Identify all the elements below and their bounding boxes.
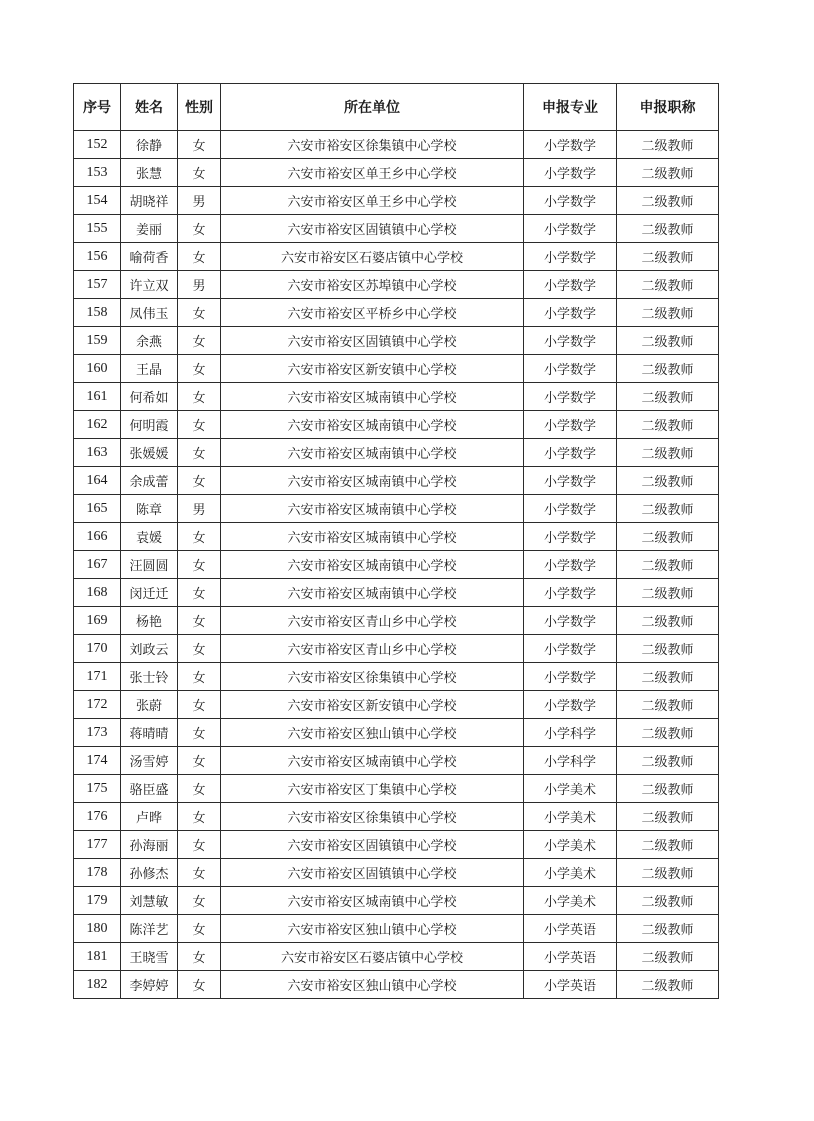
table-row (74, 159, 719, 187)
cell-unit: 六安市裕安区徐集镇中心学校 (221, 803, 524, 831)
cell-sex: 女 (178, 747, 221, 775)
cell-name: 凤伟玉 (121, 299, 178, 327)
cell-name: 张蔚 (121, 691, 178, 719)
cell-name: 李婷婷 (121, 971, 178, 999)
cell-unit: 六安市裕安区徐集镇中心学校 (221, 663, 524, 691)
table-row (74, 299, 719, 327)
table-row (74, 691, 719, 719)
header-sex: 性别 (178, 84, 221, 131)
cell-major: 小学数学 (524, 411, 617, 439)
cell-sex: 女 (178, 411, 221, 439)
cell-unit: 六安市裕安区石婆店镇中心学校 (221, 943, 524, 971)
cell-major: 小学英语 (524, 915, 617, 943)
cell-unit: 六安市裕安区固镇镇中心学校 (221, 327, 524, 355)
cell-name: 张慧 (121, 159, 178, 187)
cell-no: 152 (74, 131, 121, 159)
cell-no: 182 (74, 971, 121, 999)
cell-unit: 六安市裕安区单王乡中心学校 (221, 187, 524, 215)
cell-unit: 六安市裕安区城南镇中心学校 (221, 887, 524, 915)
cell-title: 二级教师 (617, 243, 719, 271)
cell-name: 刘政云 (121, 635, 178, 663)
cell-unit: 六安市裕安区城南镇中心学校 (221, 383, 524, 411)
cell-sex: 女 (178, 943, 221, 971)
cell-unit: 六安市裕安区固镇镇中心学校 (221, 859, 524, 887)
table-row (74, 215, 719, 243)
cell-sex: 女 (178, 579, 221, 607)
cell-title: 二级教师 (617, 747, 719, 775)
cell-unit: 六安市裕安区青山乡中心学校 (221, 607, 524, 635)
cell-title: 二级教师 (617, 523, 719, 551)
cell-title: 二级教师 (617, 607, 719, 635)
table-row (74, 383, 719, 411)
cell-no: 169 (74, 607, 121, 635)
cell-title: 二级教师 (617, 215, 719, 243)
cell-sex: 女 (178, 243, 221, 271)
cell-sex: 女 (178, 551, 221, 579)
cell-major: 小学数学 (524, 523, 617, 551)
cell-title: 二级教师 (617, 971, 719, 999)
cell-title: 二级教师 (617, 439, 719, 467)
cell-unit: 六安市裕安区丁集镇中心学校 (221, 775, 524, 803)
cell-unit: 六安市裕安区城南镇中心学校 (221, 579, 524, 607)
cell-name: 闵迁迁 (121, 579, 178, 607)
cell-title: 二级教师 (617, 691, 719, 719)
cell-major: 小学数学 (524, 663, 617, 691)
cell-title: 二级教师 (617, 635, 719, 663)
cell-sex: 女 (178, 607, 221, 635)
cell-unit: 六安市裕安区城南镇中心学校 (221, 551, 524, 579)
cell-sex: 女 (178, 915, 221, 943)
cell-major: 小学数学 (524, 467, 617, 495)
cell-major: 小学数学 (524, 495, 617, 523)
cell-name: 袁媛 (121, 523, 178, 551)
cell-unit: 六安市裕安区徐集镇中心学校 (221, 131, 524, 159)
cell-name: 汤雪婷 (121, 747, 178, 775)
cell-title: 二级教师 (617, 355, 719, 383)
cell-title: 二级教师 (617, 663, 719, 691)
table-row (74, 467, 719, 495)
cell-major: 小学美术 (524, 775, 617, 803)
cell-no: 175 (74, 775, 121, 803)
cell-unit: 六安市裕安区新安镇中心学校 (221, 355, 524, 383)
cell-sex: 女 (178, 523, 221, 551)
cell-no: 167 (74, 551, 121, 579)
cell-no: 165 (74, 495, 121, 523)
cell-unit: 六安市裕安区城南镇中心学校 (221, 439, 524, 467)
cell-sex: 女 (178, 663, 221, 691)
cell-major: 小学数学 (524, 243, 617, 271)
cell-unit: 六安市裕安区苏埠镇中心学校 (221, 271, 524, 299)
cell-major: 小学数学 (524, 131, 617, 159)
cell-no: 177 (74, 831, 121, 859)
cell-sex: 女 (178, 467, 221, 495)
table-row (74, 355, 719, 383)
cell-title: 二级教师 (617, 859, 719, 887)
cell-sex: 女 (178, 719, 221, 747)
cell-name: 喻荷香 (121, 243, 178, 271)
cell-major: 小学数学 (524, 327, 617, 355)
cell-no: 181 (74, 943, 121, 971)
cell-no: 163 (74, 439, 121, 467)
cell-name: 陈章 (121, 495, 178, 523)
cell-sex: 女 (178, 859, 221, 887)
table-row (74, 663, 719, 691)
cell-title: 二级教师 (617, 495, 719, 523)
cell-no: 170 (74, 635, 121, 663)
table-row (74, 915, 719, 943)
table-row (74, 411, 719, 439)
cell-no: 168 (74, 579, 121, 607)
cell-major: 小学美术 (524, 859, 617, 887)
cell-sex: 女 (178, 383, 221, 411)
cell-unit: 六安市裕安区固镇镇中心学校 (221, 831, 524, 859)
cell-sex: 女 (178, 159, 221, 187)
cell-major: 小学数学 (524, 579, 617, 607)
cell-name: 蒋晴晴 (121, 719, 178, 747)
table-row (74, 859, 719, 887)
cell-name: 何希如 (121, 383, 178, 411)
cell-major: 小学英语 (524, 943, 617, 971)
cell-name: 徐静 (121, 131, 178, 159)
cell-major: 小学科学 (524, 747, 617, 775)
table-row (74, 495, 719, 523)
cell-unit: 六安市裕安区城南镇中心学校 (221, 495, 524, 523)
cell-no: 161 (74, 383, 121, 411)
cell-major: 小学美术 (524, 887, 617, 915)
teacher-list-table (73, 83, 719, 999)
cell-sex: 男 (178, 187, 221, 215)
cell-no: 176 (74, 803, 121, 831)
cell-name: 余燕 (121, 327, 178, 355)
header-unit: 所在单位 (221, 84, 524, 131)
cell-no: 178 (74, 859, 121, 887)
cell-sex: 女 (178, 971, 221, 999)
cell-sex: 女 (178, 803, 221, 831)
cell-unit: 六安市裕安区城南镇中心学校 (221, 467, 524, 495)
cell-title: 二级教师 (617, 551, 719, 579)
cell-sex: 女 (178, 215, 221, 243)
cell-no: 162 (74, 411, 121, 439)
cell-title: 二级教师 (617, 915, 719, 943)
table-row (74, 887, 719, 915)
table-body (74, 131, 719, 999)
table-row (74, 327, 719, 355)
cell-no: 156 (74, 243, 121, 271)
cell-no: 179 (74, 887, 121, 915)
cell-name: 姜丽 (121, 215, 178, 243)
cell-name: 王晶 (121, 355, 178, 383)
cell-title: 二级教师 (617, 187, 719, 215)
table-row (74, 243, 719, 271)
table-row (74, 271, 719, 299)
cell-unit: 六安市裕安区青山乡中心学校 (221, 635, 524, 663)
cell-sex: 女 (178, 355, 221, 383)
cell-name: 孙修杰 (121, 859, 178, 887)
table-row (74, 831, 719, 859)
cell-title: 二级教师 (617, 299, 719, 327)
cell-major: 小学数学 (524, 187, 617, 215)
cell-name: 孙海丽 (121, 831, 178, 859)
cell-name: 许立双 (121, 271, 178, 299)
cell-unit: 六安市裕安区城南镇中心学校 (221, 523, 524, 551)
cell-unit: 六安市裕安区城南镇中心学校 (221, 747, 524, 775)
header-row (74, 84, 719, 131)
table-header (74, 84, 719, 131)
cell-sex: 女 (178, 131, 221, 159)
cell-sex: 女 (178, 831, 221, 859)
cell-title: 二级教师 (617, 579, 719, 607)
table-row (74, 775, 719, 803)
cell-major: 小学数学 (524, 383, 617, 411)
table-row (74, 747, 719, 775)
cell-sex: 男 (178, 495, 221, 523)
table-row (74, 187, 719, 215)
cell-sex: 女 (178, 299, 221, 327)
header-major: 申报专业 (524, 84, 617, 131)
table-row (74, 579, 719, 607)
cell-name: 陈洋艺 (121, 915, 178, 943)
cell-sex: 女 (178, 691, 221, 719)
cell-major: 小学数学 (524, 551, 617, 579)
cell-no: 174 (74, 747, 121, 775)
cell-major: 小学数学 (524, 635, 617, 663)
cell-name: 王晓雪 (121, 943, 178, 971)
cell-title: 二级教师 (617, 775, 719, 803)
cell-no: 160 (74, 355, 121, 383)
cell-title: 二级教师 (617, 943, 719, 971)
cell-no: 154 (74, 187, 121, 215)
cell-major: 小学数学 (524, 299, 617, 327)
cell-name: 卢晔 (121, 803, 178, 831)
table-row (74, 719, 719, 747)
cell-title: 二级教师 (617, 159, 719, 187)
cell-no: 158 (74, 299, 121, 327)
cell-unit: 六安市裕安区独山镇中心学校 (221, 719, 524, 747)
cell-unit: 六安市裕安区单王乡中心学校 (221, 159, 524, 187)
cell-name: 骆臣盛 (121, 775, 178, 803)
document-page (73, 83, 718, 999)
cell-sex: 女 (178, 635, 221, 663)
cell-major: 小学科学 (524, 719, 617, 747)
header-name: 姓名 (121, 84, 178, 131)
table-row (74, 523, 719, 551)
cell-major: 小学数学 (524, 355, 617, 383)
cell-major: 小学英语 (524, 971, 617, 999)
cell-sex: 女 (178, 439, 221, 467)
cell-no: 155 (74, 215, 121, 243)
cell-major: 小学数学 (524, 271, 617, 299)
cell-major: 小学美术 (524, 803, 617, 831)
cell-major: 小学数学 (524, 215, 617, 243)
cell-major: 小学数学 (524, 439, 617, 467)
table-row (74, 803, 719, 831)
cell-major: 小学美术 (524, 831, 617, 859)
table-row (74, 635, 719, 663)
cell-major: 小学数学 (524, 607, 617, 635)
cell-name: 张士铃 (121, 663, 178, 691)
cell-sex: 女 (178, 775, 221, 803)
cell-title: 二级教师 (617, 131, 719, 159)
header-no: 序号 (74, 84, 121, 131)
cell-unit: 六安市裕安区独山镇中心学校 (221, 971, 524, 999)
cell-name: 汪圆圆 (121, 551, 178, 579)
cell-major: 小学数学 (524, 691, 617, 719)
cell-name: 何明霞 (121, 411, 178, 439)
cell-title: 二级教师 (617, 467, 719, 495)
cell-sex: 女 (178, 327, 221, 355)
table-row (74, 439, 719, 467)
cell-title: 二级教师 (617, 271, 719, 299)
cell-unit: 六安市裕安区平桥乡中心学校 (221, 299, 524, 327)
cell-sex: 女 (178, 887, 221, 915)
cell-no: 159 (74, 327, 121, 355)
table-row (74, 551, 719, 579)
cell-no: 180 (74, 915, 121, 943)
cell-title: 二级教师 (617, 383, 719, 411)
cell-no: 171 (74, 663, 121, 691)
cell-title: 二级教师 (617, 719, 719, 747)
cell-unit: 六安市裕安区固镇镇中心学校 (221, 215, 524, 243)
cell-no: 173 (74, 719, 121, 747)
cell-no: 153 (74, 159, 121, 187)
cell-no: 157 (74, 271, 121, 299)
cell-no: 172 (74, 691, 121, 719)
cell-name: 张媛媛 (121, 439, 178, 467)
cell-sex: 男 (178, 271, 221, 299)
header-title: 申报职称 (617, 84, 719, 131)
cell-name: 杨艳 (121, 607, 178, 635)
cell-no: 166 (74, 523, 121, 551)
table-row (74, 607, 719, 635)
table-row (74, 971, 719, 999)
cell-no: 164 (74, 467, 121, 495)
cell-title: 二级教师 (617, 327, 719, 355)
cell-title: 二级教师 (617, 887, 719, 915)
cell-name: 余成蕾 (121, 467, 178, 495)
cell-title: 二级教师 (617, 803, 719, 831)
cell-unit: 六安市裕安区石婆店镇中心学校 (221, 243, 524, 271)
cell-title: 二级教师 (617, 411, 719, 439)
table-row (74, 943, 719, 971)
table-row (74, 131, 719, 159)
cell-unit: 六安市裕安区城南镇中心学校 (221, 411, 524, 439)
cell-name: 刘慧敏 (121, 887, 178, 915)
cell-unit: 六安市裕安区新安镇中心学校 (221, 691, 524, 719)
cell-title: 二级教师 (617, 831, 719, 859)
cell-name: 胡晓祥 (121, 187, 178, 215)
cell-major: 小学数学 (524, 159, 617, 187)
cell-unit: 六安市裕安区独山镇中心学校 (221, 915, 524, 943)
